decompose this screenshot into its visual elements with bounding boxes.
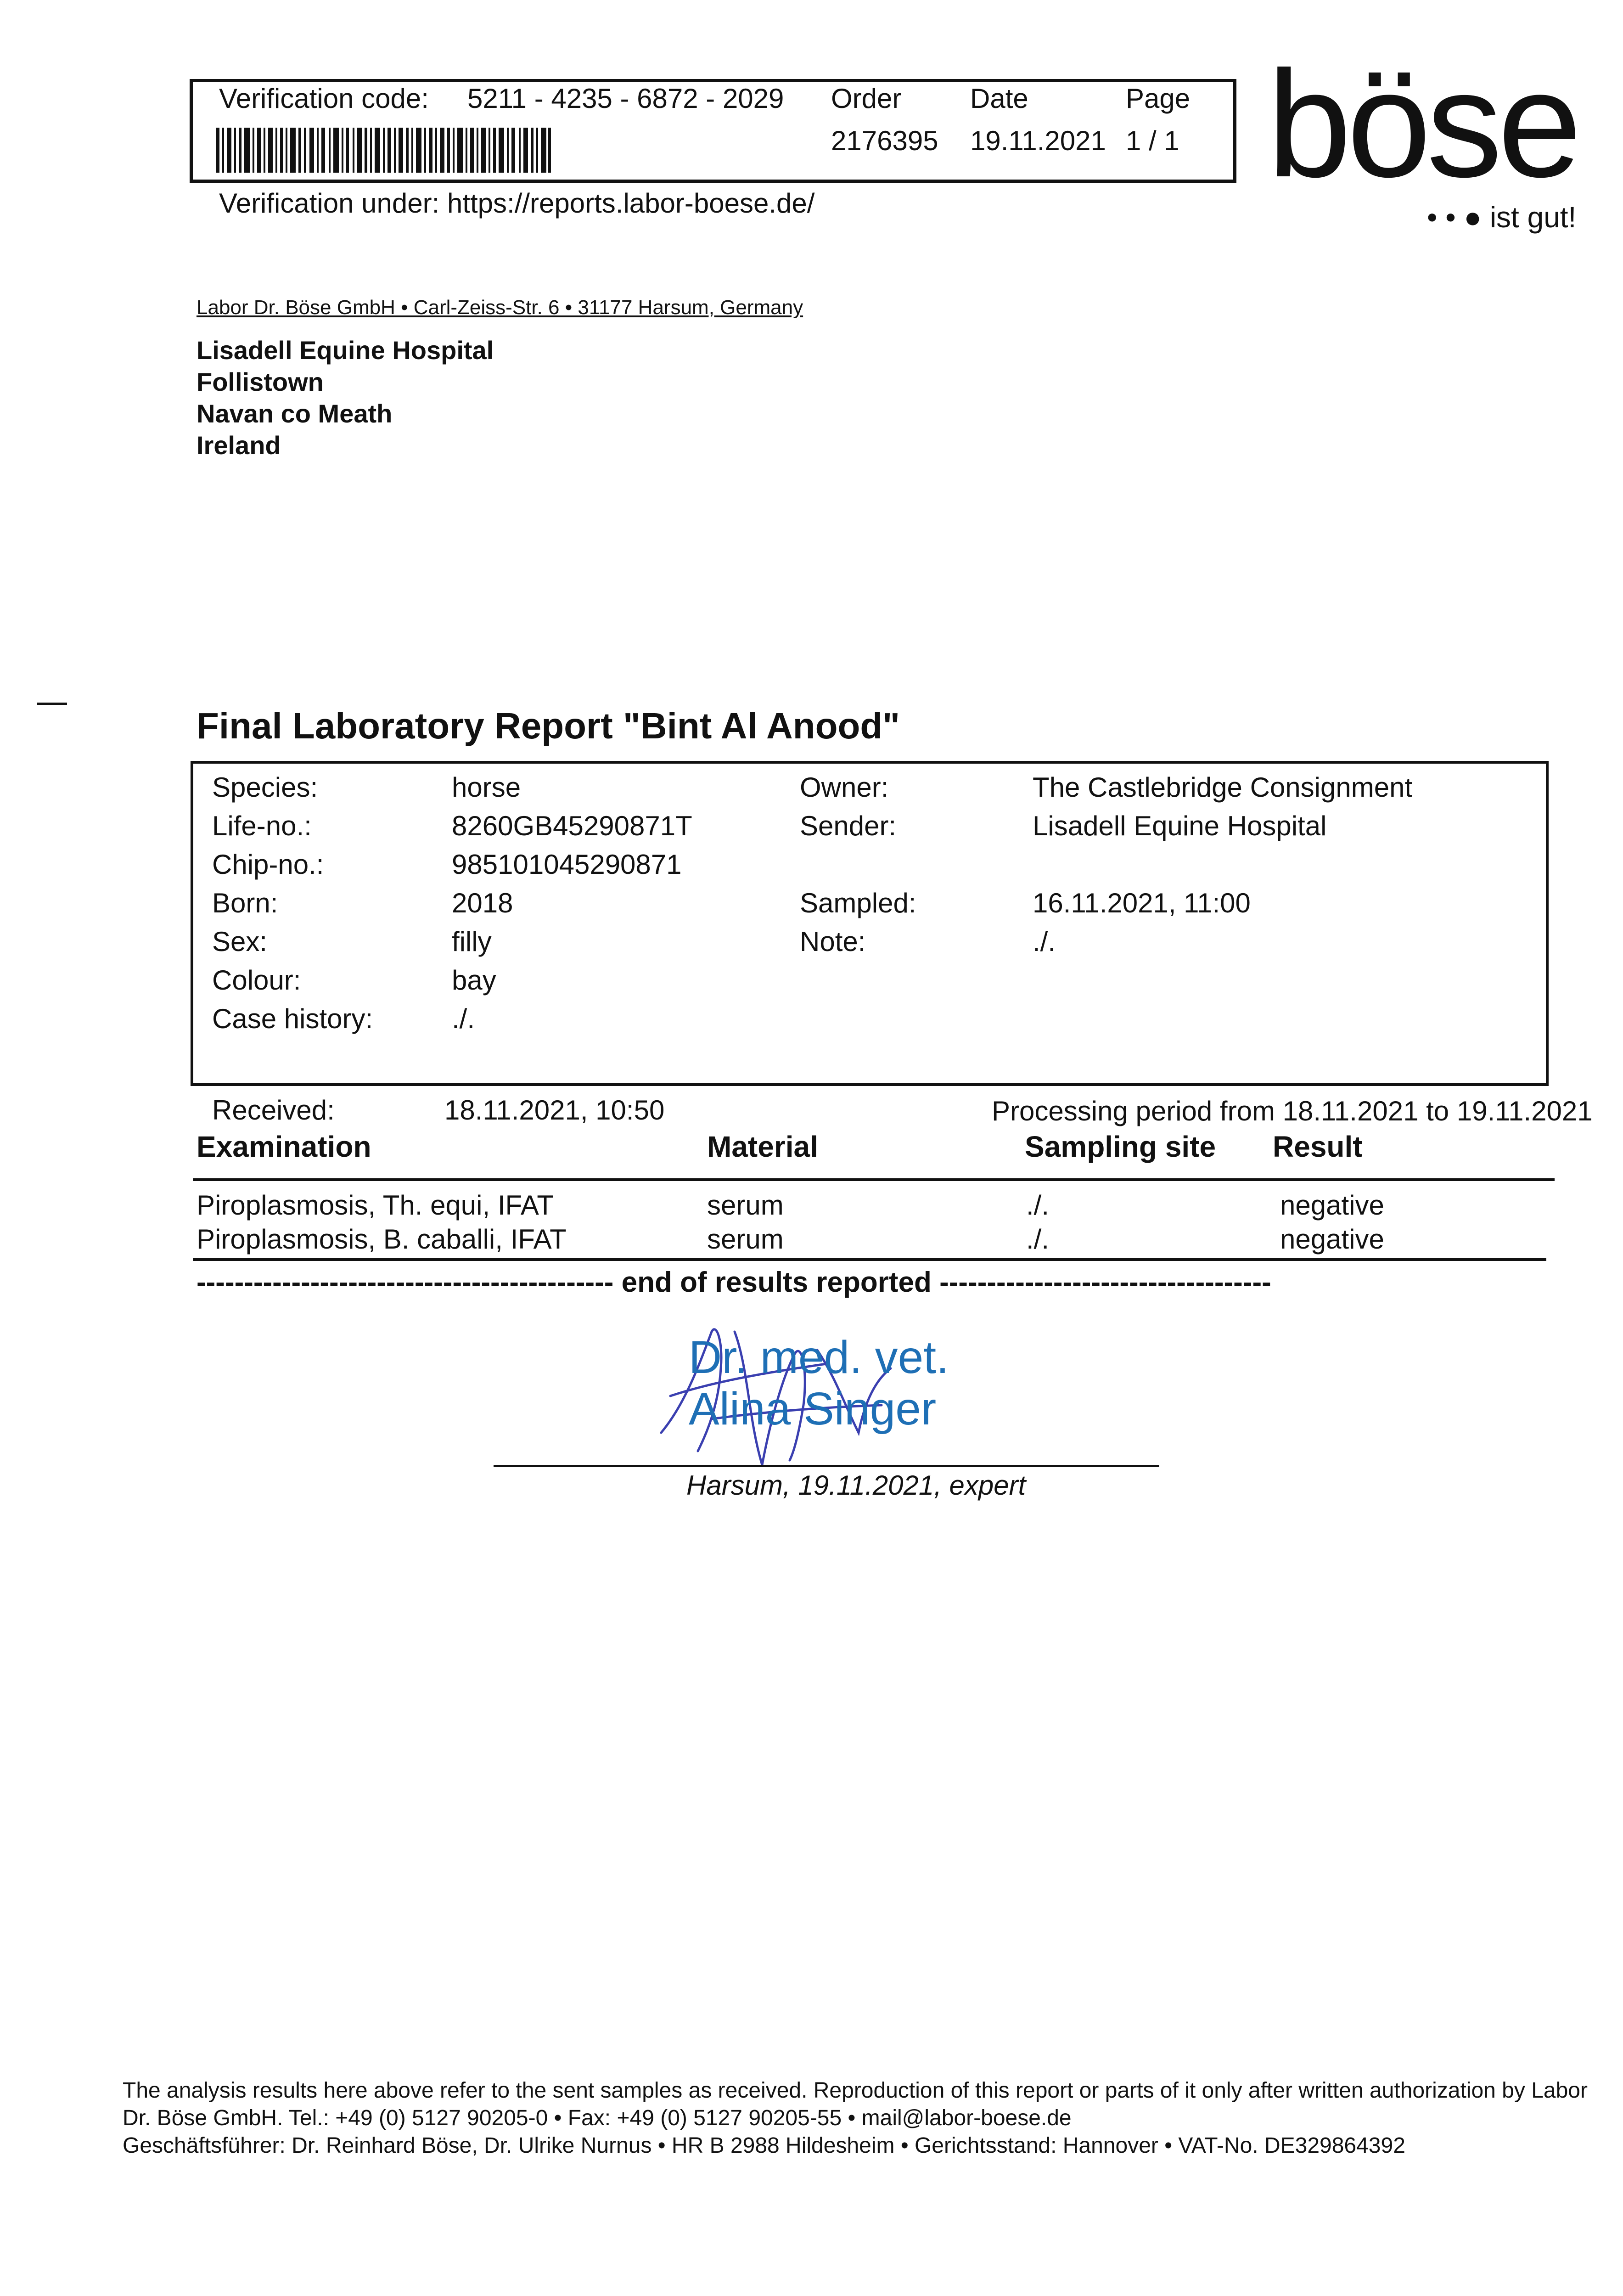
date-value: 19.11.2021: [970, 125, 1106, 156]
address-line-4: Ireland: [197, 431, 281, 460]
barcode-icon: [216, 128, 551, 173]
row-result: negative: [1280, 1224, 1384, 1255]
order-label: Order: [831, 83, 902, 114]
signature-rule: [494, 1465, 1159, 1467]
sex-label: Sex:: [212, 926, 268, 957]
page-value: 1 / 1: [1126, 125, 1179, 156]
signature-caption: Harsum, 19.11.2021, expert: [686, 1470, 1026, 1501]
table-bottom-rule: [193, 1258, 1546, 1261]
address-line-2: Follistown: [197, 367, 324, 396]
logo-tagline: • • ● ist gut!: [1427, 201, 1577, 234]
born-value: 2018: [452, 888, 513, 918]
chip-no-value: 985101045290871: [452, 849, 682, 880]
case-history-value: ./.: [452, 1003, 475, 1034]
colour-value: bay: [452, 965, 496, 996]
fold-mark: [37, 703, 67, 705]
row-result: negative: [1280, 1190, 1384, 1221]
sender-value: Lisadell Equine Hospital: [1033, 810, 1327, 841]
row-examination: Piroplasmosis, Th. equi, IFAT: [197, 1190, 554, 1221]
footer-line-1: The analysis results here above refer to the sent samples as received. Reproduction of this report or parts of it only after written authorization by Labor: [123, 2078, 1588, 2103]
sampled-value: 16.11.2021, 11:00: [1033, 888, 1251, 918]
note-value: ./.: [1033, 926, 1056, 957]
chip-no-label: Chip-no.:: [212, 849, 324, 880]
order-value: 2176395: [831, 125, 938, 156]
row-material: serum: [707, 1224, 784, 1255]
row-sampling-site: ./.: [1026, 1224, 1050, 1255]
owner-label: Owner:: [800, 772, 889, 803]
note-label: Note:: [800, 926, 866, 957]
owner-value: The Castlebridge Consignment: [1033, 772, 1413, 803]
signature-title: Dr. med. vet.: [689, 1332, 949, 1383]
sender-address-line: Labor Dr. Böse GmbH • Carl-Zeiss-Str. 6 • 31177 Harsum, Germany: [197, 296, 803, 319]
sex-value: filly: [452, 926, 492, 957]
column-header-result: Result: [1273, 1130, 1363, 1163]
row-sampling-site: ./.: [1026, 1190, 1050, 1221]
case-history-label: Case history:: [212, 1003, 373, 1034]
row-examination: Piroplasmosis, B. caballi, IFAT: [197, 1224, 567, 1255]
column-header-material: Material: [707, 1130, 818, 1163]
signature-person: Alina Singer: [689, 1383, 937, 1435]
address-line-3: Navan co Meath: [197, 399, 393, 428]
verification-url: Verification under: https://reports.labor-boese.de/: [219, 188, 815, 219]
footer-line-3: Geschäftsführer: Dr. Reinhard Böse, Dr. Ulrike Nurnus • HR B 2988 Hildesheim • Gerichtsstand: Hannover • VAT-No. DE329864392: [123, 2133, 1405, 2158]
species-value: horse: [452, 772, 521, 803]
life-no-value: 8260GB45290871T: [452, 810, 692, 841]
signature-name: [689, 1332, 949, 1435]
report-title: Final Laboratory Report "Bint Al Anood": [197, 705, 900, 746]
table-row: [0, 1189, 1623, 1221]
footer-line-2: Dr. Böse GmbH. Tel.: +49 (0) 5127 90205-0 • Fax: +49 (0) 5127 90205-55 • mail@labor-boese.de: [123, 2106, 1072, 2130]
verification-code-label: Verification code:: [219, 83, 429, 114]
colour-label: Colour:: [212, 965, 301, 996]
table-header-rule: [193, 1178, 1555, 1181]
table-row: [0, 1223, 1623, 1255]
column-header-sampling-site: Sampling site: [1025, 1130, 1216, 1163]
sender-label: Sender:: [800, 810, 897, 841]
bose-logo: böse: [1267, 39, 1578, 208]
life-no-label: Life-no.:: [212, 810, 312, 841]
received-label: Received:: [212, 1095, 335, 1125]
born-label: Born:: [212, 888, 278, 918]
sampled-label: Sampled:: [800, 888, 916, 918]
verification-code-value: 5211 - 4235 - 6872 - 2029: [467, 83, 784, 114]
date-label: Date: [970, 83, 1028, 114]
column-header-examination: Examination: [197, 1130, 371, 1163]
end-of-results-line: -------------------------------------------- end of results reported -----------------------------------: [197, 1266, 1271, 1298]
address-line-1: Lisadell Equine Hospital: [197, 336, 494, 365]
processing-period: Processing period from 18.11.2021 to 19.11.2021: [992, 1096, 1593, 1126]
species-label: Species:: [212, 772, 318, 803]
received-value: 18.11.2021, 10:50: [444, 1095, 665, 1125]
page-label: Page: [1126, 83, 1191, 114]
row-material: serum: [707, 1190, 784, 1221]
